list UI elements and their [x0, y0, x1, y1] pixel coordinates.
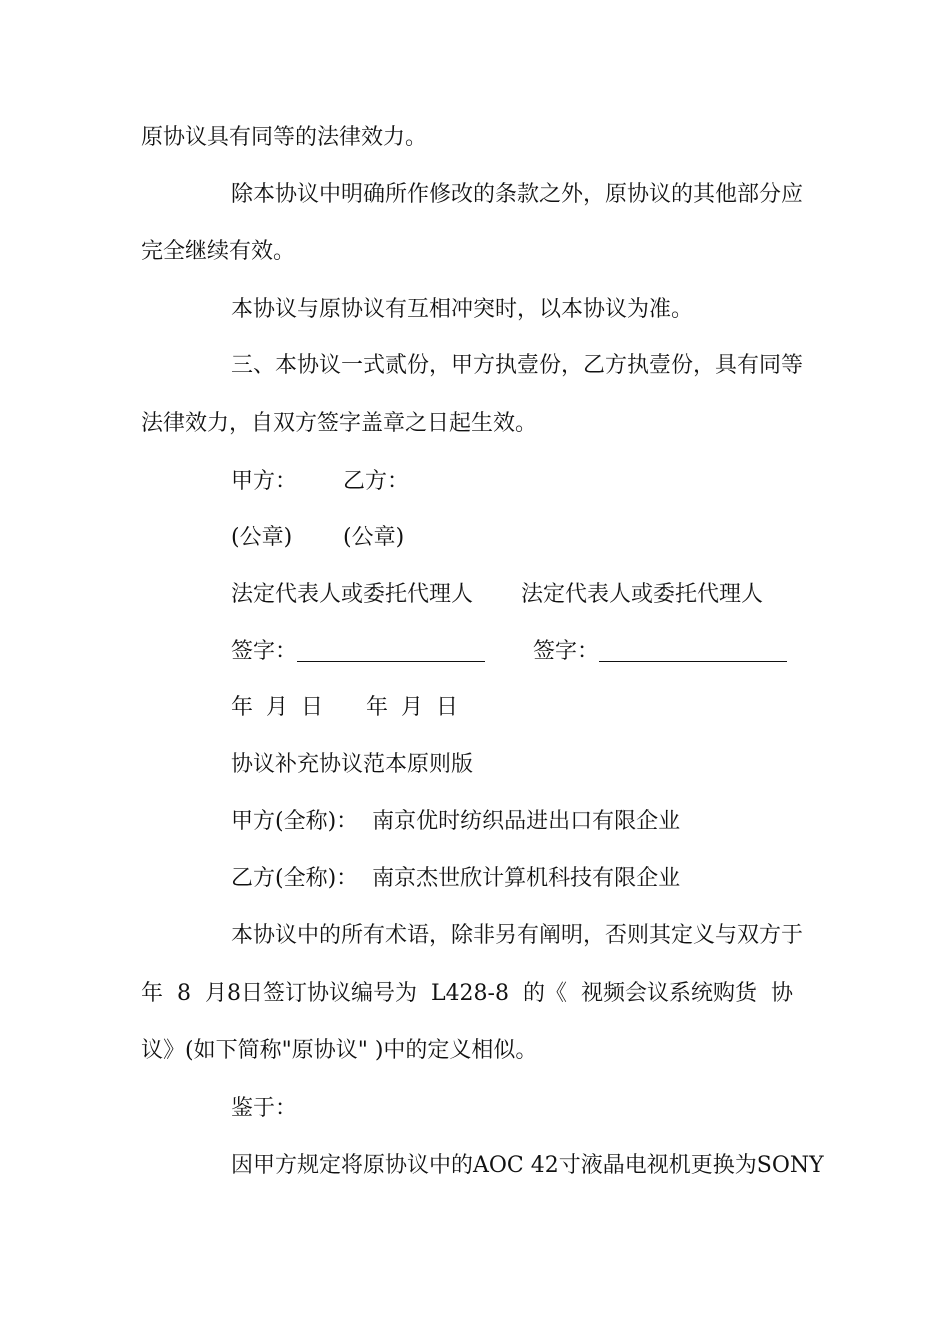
party-b-label: 乙方：: [343, 469, 410, 494]
signature-line-b: [599, 660, 787, 662]
representative-a: 法定代表人或委托代理人: [231, 582, 474, 607]
paragraph-line: 原协议具有同等的法律效力。: [141, 125, 428, 150]
paragraph-line: 本协议与原协议有互相冲突时，以本协议为准。: [231, 297, 694, 322]
whereas-heading: 鉴于：: [231, 1096, 298, 1121]
seal-a: (公章): [231, 525, 293, 550]
sign-b: [533, 637, 787, 667]
party-b-fullname: 乙方(全称)： 南京杰世欣计算机科技有限企业: [231, 866, 681, 891]
paragraph-line: 除本协议中明确所作修改的条款之外，原协议的其他部分应: [231, 182, 804, 207]
seal-b: (公章): [343, 525, 405, 550]
sign-b-label: 签字：: [533, 639, 600, 664]
sign-a-label: 签字：: [231, 639, 298, 664]
date-a: 年 月 日: [231, 695, 323, 720]
paragraph-line: 三、本协议一式贰份，甲方执壹份，乙方执壹份，具有同等: [231, 353, 804, 378]
party-a-fullname: 甲方(全称)： 南京优时纺织品进出口有限企业: [231, 809, 681, 834]
paragraph-line: 本协议中的所有术语，除非另有阐明，否则其定义与双方于: [231, 923, 804, 948]
paragraph-line: 年 8 月8日签订协议编号为 L428-8 的《 视频会议系统购货 协: [141, 981, 793, 1006]
paragraph-line: 因甲方规定将原协议中的AOC 42寸液晶电视机更换为SONY: [231, 1153, 824, 1178]
signature-line-a: [297, 660, 485, 662]
representative-b: 法定代表人或委托代理人: [521, 582, 764, 607]
party-a-label: 甲方：: [231, 469, 298, 494]
sign-a: [231, 637, 485, 667]
date-b: 年 月 日: [366, 695, 458, 720]
paragraph-line: 完全继续有效。: [141, 239, 296, 264]
paragraph-line: 法律效力，自双方签字盖章之日起生效。: [141, 411, 538, 436]
paragraph-line: 议》(如下简称"原协议" )中的定义相似。: [141, 1038, 538, 1063]
document-title: 协议补充协议范本原则版: [231, 752, 474, 777]
